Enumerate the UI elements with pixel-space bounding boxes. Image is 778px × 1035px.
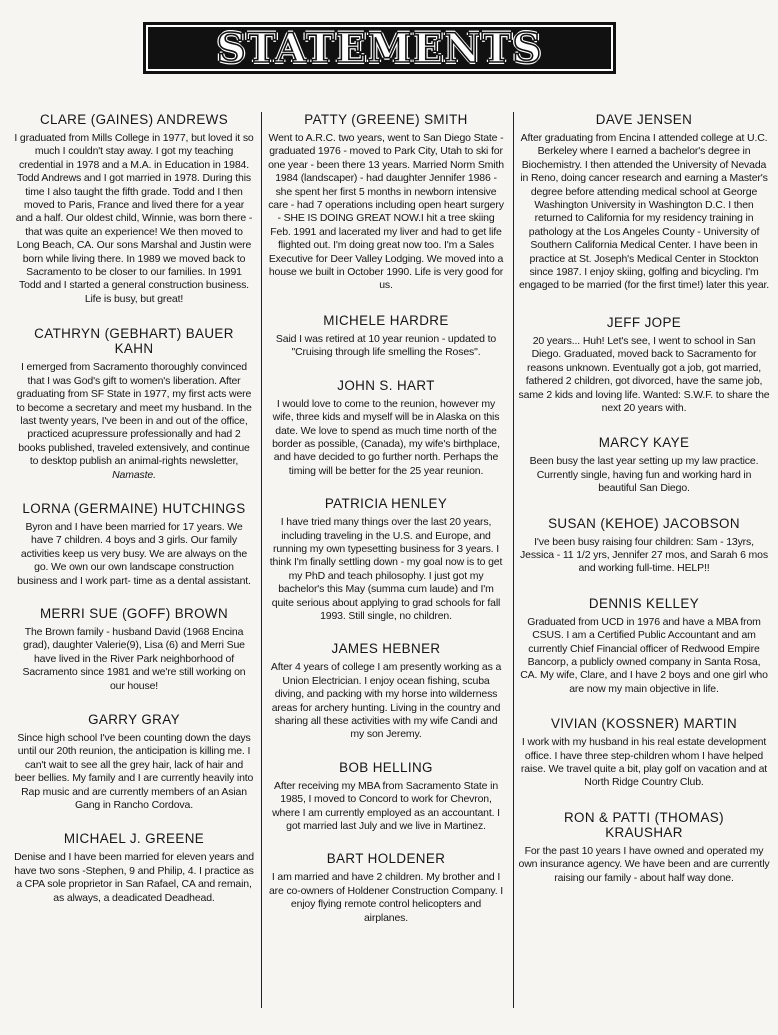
entry-name: LORNA (GERMAINE) HUTCHINGS	[22, 500, 246, 516]
statement-entry	[268, 496, 504, 623]
statement-entry	[268, 760, 504, 834]
entry-text: Since high school I've been counting down the days until our 20th reunion, the anticipation is killing me. I can't wait to see all the grey hair, lack of hair and beer bellies. My family and I are currently heavily into Rap music and are currently members of an Asian Gang in Rancho Cordova.	[14, 732, 254, 812]
entry-text: Been busy the last year setting up my law practice. Currently single, having fun and working hard in beautiful San Diego.	[529, 455, 759, 495]
statement-entry	[268, 313, 504, 360]
statements-banner-frame	[146, 25, 613, 71]
entry-name: VIVIAN (KOSSNER) MARTIN	[550, 716, 738, 732]
entry-text: Said I was retired at 10 year reunion - updated to "Cruising through life smelling the Roses".	[275, 332, 497, 359]
column-divider	[261, 112, 262, 1008]
entry-name: DENNIS KELLEY	[588, 595, 700, 611]
entry-text: Graduated from UCD in 1976 and have a MBA from CSUS. I am a Certified Public Accountant and am currently Chief Financial officer of Redwood Empire Bancorp, a publicly owned company in Santa Rosa, CA. My wife, Clare, and I have 2 boys and one girl who are now my main objective in life.	[520, 615, 768, 695]
page-title: STATEMENTS	[216, 24, 543, 72]
entry-text: Went to A.R.C. two years, went to San Diego State - graduated 1976 - moved to Park City, Utah to ski for one year - been there 13 years. Married Norm Smith 1984 (landscaper) - had daughter Jennifer 1986 - she spent her first 5 months in newborn intensive care - had 7 operations including open heart surgery - SHE IS DOING GREAT NOW.I hit a tree skiing Feb. 1991 and lacerated my liver and had to get life flighted out. I'm doing great now too. I'm a Sales Executive for Deer Valley Lodging. We moved into a house we built in October 1990. Life is very good for us.	[268, 132, 504, 292]
entry-name: RON & PATTI (THOMAS) KRAUSHAR	[563, 809, 724, 840]
entry-text: I have tried many things over the last 20 years, including traveling in the U.S. and Europe, and running my own typesetting business for 3 years. I think I'm finally settling down - my goal now is to get my PhD and teach philosophy. I just got my bachelor's this May (summa cum laude) and I'm quite serious about applying to grad schools for fall 1993. Still single, no children.	[269, 516, 503, 622]
entry-name: JOHN S. HART	[337, 377, 435, 393]
entry-name: MERRI SUE (GOFF) BROWN	[39, 605, 229, 621]
entry-text: After 4 years of college I am presently working as a Union Electrician. I enjoy ocean fishing, scuba diving, and packing with my horse into wilderness areas for archery hunting. Living in the country and sharing all these activities with my wife Candi and my son Jeremy.	[270, 661, 502, 741]
column-divider	[513, 112, 514, 1008]
statement-entry	[518, 516, 770, 576]
entry-name: BART HOLDENER	[326, 851, 446, 867]
entry-name: CLARE (GAINES) ANDREWS	[39, 112, 229, 127]
statement-entry	[518, 716, 770, 790]
statement-entry	[14, 712, 254, 812]
statement-entry	[14, 831, 254, 905]
statement-entry	[14, 606, 254, 693]
statement-entry	[268, 112, 504, 293]
entry-text: I've been busy raising four children: Sam - 13yrs, Jessica - 11 1/2 yrs, Jennifer 27 mos, and Sarah 6 mos and working full-time. HELP!!	[520, 535, 768, 575]
entry-name: DAVE JENSEN	[595, 112, 693, 127]
statement-entry	[268, 641, 504, 741]
column-2	[268, 112, 504, 1025]
entry-name: BOB HELLING	[339, 759, 433, 775]
entry-name: MICHAEL J. GREENE	[63, 831, 205, 847]
entry-text: I graduated from Mills College in 1977, but loved it so much I couldn't stay away. I got my teaching credential in 1978 and a M.A. in Education in 1984. Todd Andrews and I got married in 1978. During this time I also taught the fifth grade. Todd and I then moved to Paris, France and lived there for a year and a half. Our oldest child, Winnie, was born there - that was quite an experience! We then moved to Long Beach, CA. Our sons Marshal and Justin were born while living there. In 1989 we moved back to Sacramento to be closer to our families. In 1991 Todd and I started a general construction business. Life is busy, but great!	[14, 132, 254, 305]
entry-text: 20 years... Huh! Let's see, I went to school in San Diego. Graduated, moved back to Sacramento for reasons unknown. Eventually got a job, got married, fathered 2 children, got divorced, have the same job, same 2 kids and loving life. Wanted: S.W.F. to share the next 20 years with.	[518, 334, 770, 414]
entry-name: GARRY GRAY	[88, 712, 180, 727]
entry-text: I am married and have 2 children. My brother and I are co-owners of Holdener Construction Company. I enjoy flying remote control helicopters and airplanes.	[268, 871, 504, 924]
entry-name: MARCY KAYE	[598, 435, 690, 451]
entry-name: JAMES HEBNER	[331, 641, 441, 657]
entry-text-body: I emerged from Sacramento thoroughly convinced that I was God's gift to women's liberation. After graduating from SF State in 1977, my first acts were to become a secretary and meet my husband. In the last twenty years, I've been in and out of the office, practiced acupressure professionally and had 2 books published, traveled extensively, and continue to desktop publish an animal-rights newsletter,	[16, 361, 252, 468]
statement-entry	[518, 112, 770, 293]
column-3	[518, 112, 770, 1025]
entry-text	[14, 361, 254, 482]
statement-entry	[518, 315, 770, 415]
statement-entry	[268, 378, 504, 478]
entry-text: Denise and I have been married for eleven years and have two sons -Stephen, 9 and Philip, 4. I practice as a CPA sole proprietor in San Rafael, CA and remain, as always, a deadicated Deadhead.	[14, 851, 254, 904]
entry-name: SUSAN (KEHOE) JACOBSON	[548, 515, 740, 531]
statement-entry	[518, 810, 770, 885]
entry-text: I would love to come to the reunion, however my wife, three kids and myself will be in Alaska on this date. We love to spend as much time north of the border as possible, (Canada), my wife's birthplace, and have decided to go further north. Perhaps the timing will be better for the 25 year reunion.	[272, 397, 500, 477]
entry-text: After receiving my MBA from Sacramento State in 1985, I moved to Concord to work for Chevron, where I am currently employed as an accountant. I got married last July and we live in Martinez.	[272, 779, 500, 833]
statement-entry	[14, 501, 254, 588]
statement-entry	[518, 596, 770, 696]
entry-text: For the past 10 years I have owned and operated my own insurance agency. We have been and are currently raising our family - about half way done.	[518, 844, 770, 884]
entry-name: PATTY (GREENE) SMITH	[304, 112, 468, 127]
entry-text: Byron and I have been married for 17 years. We have 7 children. 4 boys and 3 girls. Our family activities keep us very busy. We are always on the go. We own our own landscape construction business and I work part- time as a dental assistant.	[17, 520, 251, 587]
entry-name: JEFF JOPE	[606, 314, 682, 330]
entry-name: PATRICIA HENLEY	[324, 496, 448, 512]
entry-text-italic: Namaste.	[112, 468, 156, 481]
entry-text: I work with my husband in his real estate development office. I have three step-children whom I have helped raise. We travel quite a bit, play golf on vacation and at North Ridge Country Club.	[520, 736, 768, 789]
entry-text: After graduating from Encina I attended college at U.C. Berkeley where I earned a bachelor's degree in Biochemistry. I then attended the University of Nevada in Reno, doing cancer research and earning a Master's degree before attending medical school at George Washington University in Washington D.C. I then returned to California for my residency training in pathology at the Los Angeles County - University of Southern California Medical Center. I have been in practice at St. Joseph's Medical Center in Stockton since 1987. I enjoy skiing, golfing and bicycling. I'm engaged to be married (for the first time!) later this year.	[518, 132, 770, 292]
statement-entry	[14, 326, 254, 482]
statement-entry	[518, 435, 770, 495]
statement-entry	[268, 851, 504, 925]
entry-text: The Brown family - husband David (1968 Encina grad), daughter Valerie(9), Lisa (6) and Merri Sue have lived in the River Park neighborhood of Sacramento since 1981 and we're still working on our house!	[22, 625, 246, 692]
column-1	[14, 112, 254, 1025]
statements-banner	[143, 22, 616, 74]
entry-name: MICHELE HARDRE	[323, 312, 449, 328]
statement-entry	[14, 112, 254, 306]
entry-name: CATHRYN (GEBHART) BAUER KAHN	[34, 326, 234, 357]
